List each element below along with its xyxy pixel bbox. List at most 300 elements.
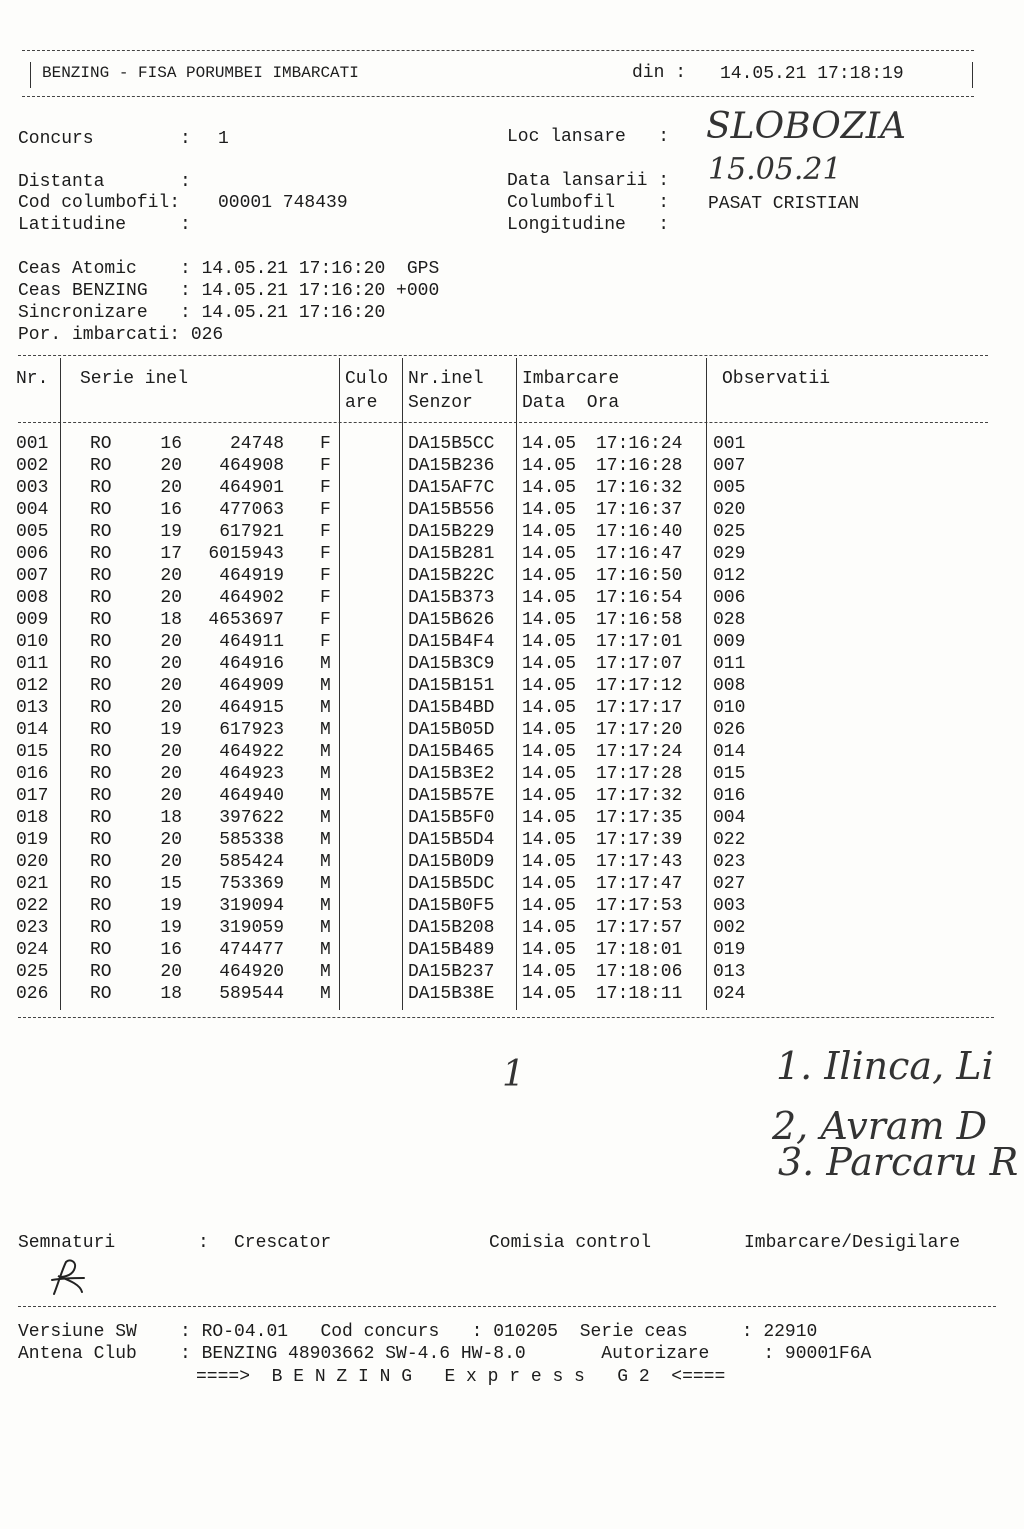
row-year: 20 (160, 654, 182, 674)
row-year: 16 (160, 434, 182, 454)
table-row (0, 939, 1024, 961)
table-bottom-border (18, 1017, 994, 1018)
row-sensor: DA15B151 (408, 676, 495, 696)
col-header-nrinel-2: Senzor (408, 393, 473, 413)
row-time: 17:18:01 (596, 940, 683, 960)
row-nr: 014 (16, 720, 49, 740)
row-ring-number: 589544 (219, 984, 284, 1004)
row-observatii: 015 (713, 764, 746, 784)
row-sensor: DA15B3C9 (408, 654, 495, 674)
row-sensor: DA15B3E2 (408, 764, 495, 784)
table-row (0, 873, 1024, 895)
row-year: 18 (160, 984, 182, 1004)
row-date: 14.05 (522, 896, 577, 916)
row-sensor: DA15B5DC (408, 874, 495, 894)
row-ring-number: 464915 (219, 698, 284, 718)
row-time: 17:17:57 (596, 918, 683, 938)
row-sex: F (320, 632, 331, 652)
row-nr: 019 (16, 830, 49, 850)
row-date: 14.05 (522, 456, 577, 476)
row-ring-number: 617921 (219, 522, 284, 542)
row-sex: F (320, 478, 331, 498)
row-time: 17:18:11 (596, 984, 683, 1004)
table-row (0, 829, 1024, 851)
distanta-label: Distanta : (18, 172, 191, 192)
row-time: 17:17:01 (596, 632, 683, 652)
row-observatii: 027 (713, 874, 746, 894)
cod-columbofil-label: Cod columbofil: (18, 193, 181, 213)
row-date: 14.05 (522, 588, 577, 608)
row-observatii: 013 (713, 962, 746, 982)
row-nr: 016 (16, 764, 49, 784)
row-ring-number: 464911 (219, 632, 284, 652)
row-observatii: 002 (713, 918, 746, 938)
row-sensor: DA15B05D (408, 720, 495, 740)
row-time: 17:16:47 (596, 544, 683, 564)
row-sex: F (320, 456, 331, 476)
table-row (0, 565, 1024, 587)
row-ring-number: 474477 (219, 940, 284, 960)
row-time: 17:16:40 (596, 522, 683, 542)
row-nr: 007 (16, 566, 49, 586)
row-country: RO (90, 720, 112, 740)
row-observatii: 011 (713, 654, 746, 674)
row-nr: 023 (16, 918, 49, 938)
row-year: 19 (160, 522, 182, 542)
columbofil-value: PASAT CRISTIAN (708, 194, 860, 214)
row-date: 14.05 (522, 786, 577, 806)
row-observatii: 004 (713, 808, 746, 828)
row-sensor: DA15B5CC (408, 434, 495, 454)
row-ring-number: 464908 (219, 456, 284, 476)
row-sensor: DA15B5F0 (408, 808, 495, 828)
row-date: 14.05 (522, 918, 577, 938)
table-row (0, 763, 1024, 785)
row-ring-number: 464909 (219, 676, 284, 696)
row-time: 17:17:39 (596, 830, 683, 850)
row-sex: M (320, 742, 331, 762)
table-top-border (18, 355, 988, 356)
row-year: 20 (160, 478, 182, 498)
row-sensor: DA15B22C (408, 566, 495, 586)
row-date: 14.05 (522, 522, 577, 542)
row-country: RO (90, 896, 112, 916)
row-sex: F (320, 434, 331, 454)
row-ring-number: 464920 (219, 962, 284, 982)
imbarcare-desigilare-label: Imbarcare/Desigilare (744, 1233, 961, 1253)
row-sensor: DA15B5D4 (408, 830, 495, 850)
row-sex: M (320, 698, 331, 718)
row-time: 17:18:06 (596, 962, 683, 982)
row-year: 18 (160, 808, 182, 828)
row-sensor: DA15B4F4 (408, 632, 495, 652)
row-country: RO (90, 808, 112, 828)
table-header-border (18, 422, 988, 423)
row-nr: 008 (16, 588, 49, 608)
row-date: 14.05 (522, 852, 577, 872)
row-year: 20 (160, 588, 182, 608)
row-date: 14.05 (522, 478, 577, 498)
col-header-imbarcare-1: Imbarcare (522, 369, 620, 389)
row-observatii: 009 (713, 632, 746, 652)
table-row (0, 719, 1024, 741)
row-observatii: 024 (713, 984, 746, 1004)
row-ring-number: 464922 (219, 742, 284, 762)
sincronizare: Sincronizare : 14.05.21 17:16:20 (18, 303, 386, 323)
row-date: 14.05 (522, 984, 577, 1004)
crescator-label: Crescator (234, 1233, 332, 1253)
row-sensor: DA15B556 (408, 500, 495, 520)
signature-scribble (44, 1256, 94, 1300)
row-sensor: DA15B237 (408, 962, 495, 982)
row-sex: M (320, 676, 331, 696)
loc-lansare-value: SLOBOZIA (706, 106, 906, 147)
row-observatii: 005 (713, 478, 746, 498)
din-label: din : (632, 63, 687, 83)
row-nr: 009 (16, 610, 49, 630)
row-observatii: 026 (713, 720, 746, 740)
table-row (0, 741, 1024, 763)
footer-line-2: Antena Club : BENZING 48903662 SW-4.6 HW-8.0 Autorizare : 90001F6A (18, 1344, 872, 1364)
row-year: 20 (160, 566, 182, 586)
row-time: 17:16:58 (596, 610, 683, 630)
row-country: RO (90, 500, 112, 520)
row-observatii: 022 (713, 830, 746, 850)
col-header-nrinel-1: Nr.inel (408, 369, 484, 389)
row-time: 17:16:32 (596, 478, 683, 498)
row-date: 14.05 (522, 544, 577, 564)
col-header-observatii: Observatii (722, 369, 831, 389)
row-nr: 024 (16, 940, 49, 960)
row-country: RO (90, 698, 112, 718)
table-row (0, 609, 1024, 631)
row-year: 20 (160, 786, 182, 806)
row-time: 17:16:54 (596, 588, 683, 608)
handwritten-line-3: 3. Parcaru R (778, 1140, 1019, 1184)
row-date: 14.05 (522, 764, 577, 784)
col-header-nr: Nr. (16, 369, 49, 389)
row-sex: F (320, 610, 331, 630)
handwritten-line-1: 1. Ilinca, Li (776, 1044, 994, 1088)
row-observatii: 008 (713, 676, 746, 696)
porumbei-imbarcati: Por. imbarcati: 026 (18, 325, 224, 345)
row-country: RO (90, 566, 112, 586)
row-sensor: DA15B626 (408, 610, 495, 630)
row-country: RO (90, 940, 112, 960)
row-country: RO (90, 676, 112, 696)
row-sex: M (320, 940, 331, 960)
row-sensor: DA15B0D9 (408, 852, 495, 872)
table-row (0, 477, 1024, 499)
row-time: 17:17:12 (596, 676, 683, 696)
row-date: 14.05 (522, 808, 577, 828)
columbofil-label: Columbofil : (507, 193, 670, 213)
row-ring-number: 585424 (219, 852, 284, 872)
row-nr: 001 (16, 434, 49, 454)
row-observatii: 014 (713, 742, 746, 762)
table-row (0, 521, 1024, 543)
table-row (0, 631, 1024, 653)
row-time: 17:17:32 (596, 786, 683, 806)
row-ring-number: 6015943 (208, 544, 284, 564)
row-sensor: DA15B38E (408, 984, 495, 1004)
row-nr: 013 (16, 698, 49, 718)
footer-line-1: Versiune SW : RO-04.01 Cod concurs : 010205 Serie ceas : 22910 (18, 1322, 818, 1342)
row-time: 17:16:24 (596, 434, 683, 454)
row-ring-number: 464902 (219, 588, 284, 608)
row-sex: M (320, 786, 331, 806)
din-value: 14.05.21 17:18:19 (720, 64, 904, 84)
row-ring-number: 464916 (219, 654, 284, 674)
latitudine-label: Latitudine : (18, 215, 191, 235)
row-time: 17:17:53 (596, 896, 683, 916)
row-date: 14.05 (522, 632, 577, 652)
row-country: RO (90, 654, 112, 674)
row-year: 20 (160, 456, 182, 476)
row-date: 14.05 (522, 940, 577, 960)
header-bottom-border (22, 96, 974, 97)
row-sex: M (320, 764, 331, 784)
row-sensor: DA15B236 (408, 456, 495, 476)
row-time: 17:17:28 (596, 764, 683, 784)
table-row (0, 433, 1024, 455)
row-sex: M (320, 984, 331, 1004)
row-sensor: DA15B281 (408, 544, 495, 564)
row-country: RO (90, 984, 112, 1004)
row-date: 14.05 (522, 720, 577, 740)
table-row (0, 917, 1024, 939)
row-time: 17:17:17 (596, 698, 683, 718)
row-year: 20 (160, 830, 182, 850)
row-sex: F (320, 500, 331, 520)
row-year: 20 (160, 852, 182, 872)
row-sex: M (320, 874, 331, 894)
data-lansarii-value: 15.05.21 (708, 152, 842, 187)
row-sex: F (320, 566, 331, 586)
row-country: RO (90, 522, 112, 542)
row-ring-number: 585338 (219, 830, 284, 850)
loc-lansare-label: Loc lansare : (507, 127, 670, 147)
table-row (0, 851, 1024, 873)
row-ring-number: 24748 (229, 434, 284, 454)
row-year: 20 (160, 676, 182, 696)
row-date: 14.05 (522, 874, 577, 894)
handwritten-number: 1 (502, 1054, 525, 1095)
row-observatii: 016 (713, 786, 746, 806)
row-time: 17:17:47 (596, 874, 683, 894)
row-country: RO (90, 434, 112, 454)
row-nr: 021 (16, 874, 49, 894)
row-time: 17:17:24 (596, 742, 683, 762)
footer-line-3: ====> B E N Z I N G E x p r e s s G 2 <==== (196, 1367, 726, 1387)
row-sex: F (320, 522, 331, 542)
ceas-atomic: Ceas Atomic : 14.05.21 17:16:20 GPS (18, 259, 440, 279)
row-country: RO (90, 918, 112, 938)
row-year: 19 (160, 918, 182, 938)
row-year: 20 (160, 742, 182, 762)
row-observatii: 025 (713, 522, 746, 542)
concurs-value: 1 (218, 129, 229, 149)
row-sensor: DA15B0F5 (408, 896, 495, 916)
row-country: RO (90, 456, 112, 476)
row-sensor: DA15B489 (408, 940, 495, 960)
row-time: 17:17:07 (596, 654, 683, 674)
row-ring-number: 464940 (219, 786, 284, 806)
table-row (0, 499, 1024, 521)
row-date: 14.05 (522, 566, 577, 586)
footer-separator (18, 1306, 996, 1307)
row-nr: 025 (16, 962, 49, 982)
row-sex: M (320, 896, 331, 916)
row-year: 20 (160, 632, 182, 652)
row-sex: M (320, 654, 331, 674)
row-nr: 006 (16, 544, 49, 564)
row-time: 17:16:37 (596, 500, 683, 520)
row-date: 14.05 (522, 698, 577, 718)
col-header-culoare-1: Culo (345, 369, 389, 389)
row-ring-number: 477063 (219, 500, 284, 520)
row-nr: 026 (16, 984, 49, 1004)
row-nr: 012 (16, 676, 49, 696)
row-time: 17:16:50 (596, 566, 683, 586)
col-header-culoare-2: are (345, 393, 378, 413)
row-nr: 017 (16, 786, 49, 806)
row-date: 14.05 (522, 830, 577, 850)
handwritten-line-2: 2, Avram D (772, 1104, 988, 1148)
row-date: 14.05 (522, 434, 577, 454)
row-nr: 018 (16, 808, 49, 828)
row-sensor: DA15AF7C (408, 478, 495, 498)
row-date: 14.05 (522, 676, 577, 696)
row-sex: F (320, 588, 331, 608)
row-nr: 011 (16, 654, 49, 674)
col-header-serie: Serie inel (80, 369, 189, 389)
row-ring-number: 397622 (219, 808, 284, 828)
row-sex: M (320, 808, 331, 828)
row-nr: 022 (16, 896, 49, 916)
row-time: 17:17:35 (596, 808, 683, 828)
row-country: RO (90, 764, 112, 784)
row-date: 14.05 (522, 654, 577, 674)
row-date: 14.05 (522, 742, 577, 762)
row-country: RO (90, 852, 112, 872)
table-row (0, 983, 1024, 1005)
row-country: RO (90, 786, 112, 806)
row-year: 19 (160, 896, 182, 916)
row-observatii: 029 (713, 544, 746, 564)
row-sensor: DA15B208 (408, 918, 495, 938)
row-ring-number: 753369 (219, 874, 284, 894)
row-sex: M (320, 852, 331, 872)
row-ring-number: 617923 (219, 720, 284, 740)
row-country: RO (90, 742, 112, 762)
table-row (0, 895, 1024, 917)
semnaturi-colon: : (198, 1233, 209, 1253)
row-ring-number: 464923 (219, 764, 284, 784)
row-time: 17:17:20 (596, 720, 683, 740)
row-sensor: DA15B229 (408, 522, 495, 542)
row-nr: 015 (16, 742, 49, 762)
cod-columbofil-value: 00001 748439 (218, 193, 348, 213)
row-sensor: DA15B4BD (408, 698, 495, 718)
row-observatii: 019 (713, 940, 746, 960)
row-country: RO (90, 610, 112, 630)
row-nr: 005 (16, 522, 49, 542)
row-nr: 004 (16, 500, 49, 520)
row-nr: 003 (16, 478, 49, 498)
row-year: 20 (160, 962, 182, 982)
table-row (0, 961, 1024, 983)
table-row (0, 587, 1024, 609)
data-lansarii-label: Data lansarii : (507, 171, 670, 191)
row-observatii: 028 (713, 610, 746, 630)
row-date: 14.05 (522, 610, 577, 630)
row-sex: M (320, 962, 331, 982)
comisia-control-label: Comisia control (489, 1233, 652, 1253)
table-row (0, 697, 1024, 719)
row-sensor: DA15B465 (408, 742, 495, 762)
row-country: RO (90, 632, 112, 652)
row-observatii: 023 (713, 852, 746, 872)
longitudine-label: Longitudine : (507, 215, 670, 235)
table-row (0, 675, 1024, 697)
document-title: BENZING - FISA PORUMBEI IMBARCATI (42, 64, 359, 82)
row-sex: M (320, 918, 331, 938)
row-country: RO (90, 830, 112, 850)
row-country: RO (90, 962, 112, 982)
row-sensor: DA15B57E (408, 786, 495, 806)
row-observatii: 010 (713, 698, 746, 718)
row-nr: 002 (16, 456, 49, 476)
row-year: 18 (160, 610, 182, 630)
row-year: 15 (160, 874, 182, 894)
row-ring-number: 319059 (219, 918, 284, 938)
header-right-border (972, 62, 973, 88)
row-observatii: 001 (713, 434, 746, 454)
row-nr: 010 (16, 632, 49, 652)
header-left-border (30, 62, 31, 88)
row-year: 16 (160, 500, 182, 520)
row-country: RO (90, 544, 112, 564)
row-time: 17:16:28 (596, 456, 683, 476)
header-top-border (22, 50, 974, 51)
ceas-benzing: Ceas BENZING : 14.05.21 17:16:20 +000 (18, 281, 440, 301)
row-year: 16 (160, 940, 182, 960)
row-observatii: 006 (713, 588, 746, 608)
table-row (0, 785, 1024, 807)
row-year: 19 (160, 720, 182, 740)
table-row (0, 653, 1024, 675)
row-year: 20 (160, 698, 182, 718)
row-observatii: 003 (713, 896, 746, 916)
concurs-label: Concurs : (18, 129, 191, 149)
row-nr: 020 (16, 852, 49, 872)
row-ring-number: 464901 (219, 478, 284, 498)
row-date: 14.05 (522, 500, 577, 520)
row-country: RO (90, 588, 112, 608)
table-row (0, 543, 1024, 565)
row-sensor: DA15B373 (408, 588, 495, 608)
table-row (0, 455, 1024, 477)
row-country: RO (90, 478, 112, 498)
row-ring-number: 319094 (219, 896, 284, 916)
row-observatii: 012 (713, 566, 746, 586)
row-time: 17:17:43 (596, 852, 683, 872)
row-sex: M (320, 720, 331, 740)
row-country: RO (90, 874, 112, 894)
row-ring-number: 4653697 (208, 610, 284, 630)
table-row (0, 807, 1024, 829)
